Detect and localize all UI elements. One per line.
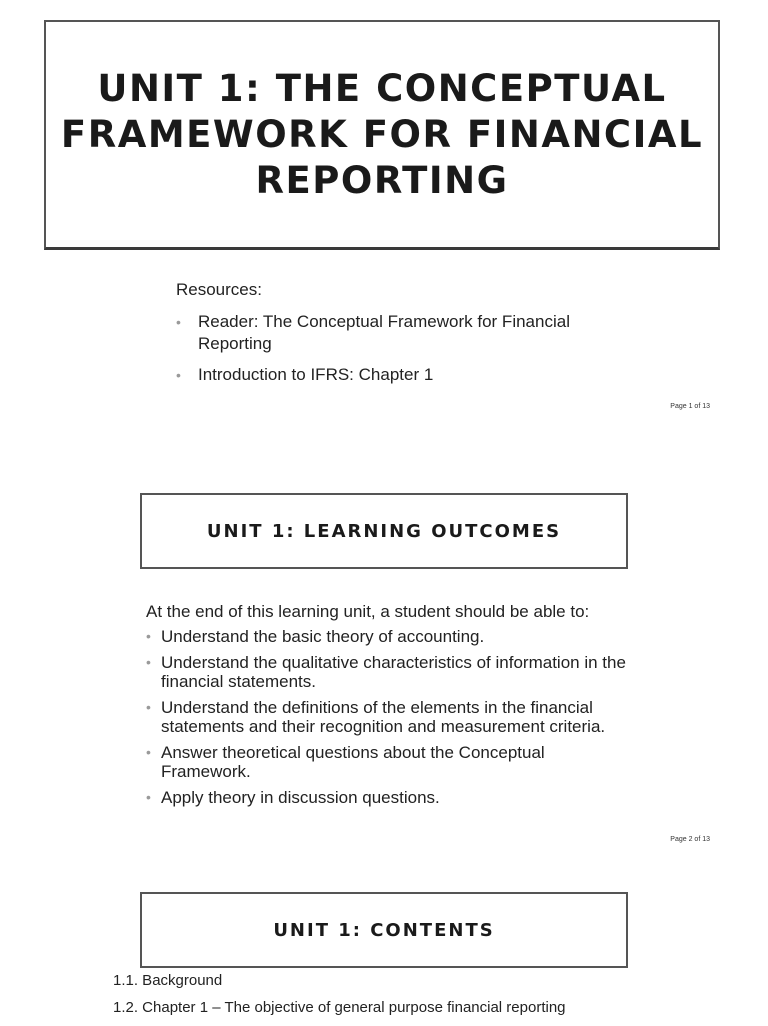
learning-outcomes-heading-box (140, 493, 628, 569)
list-item: • Reader: The Conceptual Framework for Financial Reporting (176, 311, 596, 355)
page-number: Page 1 of 13 (670, 403, 710, 410)
learning-outcomes-section (146, 602, 636, 814)
list-item: • Understand the definitions of the elements in the financial statements and their recognition and measurement criteria. (146, 698, 636, 736)
section-heading: UNIT 1: LEARNING OUTCOMES (206, 520, 562, 542)
contents-list (113, 972, 733, 1017)
list-item: • Understand the basic theory of accounting. (146, 627, 636, 646)
list-item: • Apply theory in discussion questions. (146, 788, 636, 807)
contents-heading-box (140, 892, 628, 968)
section-heading: UNIT 1: CONTENTS (273, 919, 495, 941)
outcomes-list (146, 627, 636, 807)
contents-section (113, 972, 733, 1026)
resources-label: Resources: (176, 280, 262, 299)
main-title: UNIT 1: THE CONCEPTUAL FRAMEWORK FOR FINANCIAL REPORTING (60, 66, 704, 202)
list-item: • Introduction to IFRS: Chapter 1 (176, 364, 596, 386)
list-item: 1.1. Background (113, 972, 223, 989)
resources-list (176, 311, 596, 386)
title-box (44, 20, 720, 250)
resources-section (176, 279, 596, 395)
outcomes-intro: At the end of this learning unit, a student should be able to: (146, 602, 590, 621)
list-item: • Answer theoretical questions about the Conceptual Framework. (146, 743, 636, 781)
list-item: 1.2. Chapter 1 – The objective of general purpose financial reporting (113, 999, 566, 1016)
list-item: • Understand the qualitative characteristics of information in the financial statements. (146, 653, 636, 691)
page-number: Page 2 of 13 (670, 836, 710, 843)
